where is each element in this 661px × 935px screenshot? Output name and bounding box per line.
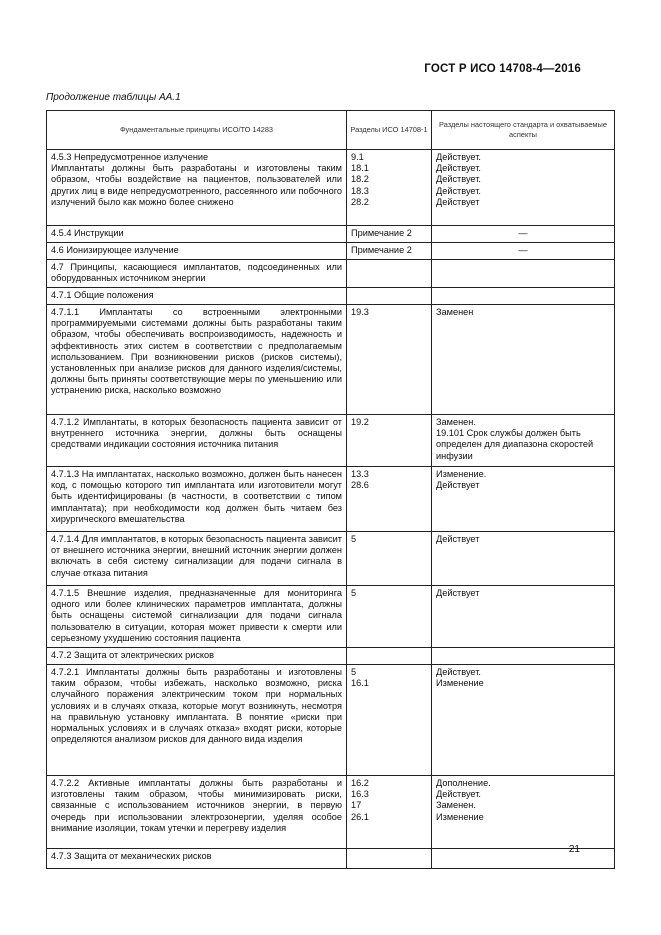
- table-row: [47, 586, 615, 648]
- sections-cell: Примечание 2: [347, 226, 432, 243]
- aspects-cell: —: [432, 226, 615, 243]
- principle-cell: 4.7.1 Общие положения: [47, 288, 347, 305]
- table-header-row: [47, 111, 615, 150]
- aspects-cell: Действует. Изменение: [432, 665, 615, 776]
- principle-cell: 4.7.2.1 Имплантаты должны быть разработаны и изготовлены таким образом, чтобы избежать, насколько возможно, риска случайного поражения электрическим током при нормальных условиях и в случаях отказа, которые могут возникнуть, несмотря на правильную установку имплантата. В понятие «риски при нормальных условиях и в случаях отказа» входят риски, которые определяются анализом рисков для данного вида изделия: [47, 665, 347, 776]
- table-body: [47, 150, 615, 869]
- header-aspects: Разделы настоящего стандарта и охватываемые аспекты: [432, 111, 615, 150]
- aspects-cell: Изменение. Действует: [432, 467, 615, 532]
- sections-cell: [347, 849, 432, 869]
- aspects-cell: Заменен: [432, 305, 615, 415]
- principle-cell: 4.7.1.4 Для имплантатов, в которых безопасность пациента зависит от внешнего источника энергии, внешний источник энергии должен включать в себя систему сигнализации для подачи сигнала в случае отказа питания: [47, 532, 347, 586]
- sections-cell: 19.2: [347, 415, 432, 467]
- table-row: [47, 305, 615, 415]
- principle-cell: 4.5.4 Инструкции: [47, 226, 347, 243]
- table-row: [47, 260, 615, 288]
- sections-cell: 5: [347, 532, 432, 586]
- aspects-cell: [432, 648, 615, 665]
- table-row: [47, 288, 615, 305]
- aspects-cell: Дополнение. Действует. Заменен. Изменение: [432, 776, 615, 849]
- page-number: 21: [568, 844, 580, 855]
- table-row: [47, 150, 615, 226]
- principle-cell: 4.7.2.2 Активные имплантаты должны быть разработаны и изготовлены таким образом, чтобы минимизировать риски, связанные с использованием источников энергии, в первую очередь при использовании электрозонергии, уделяя особое внимание изоляции, токам утечки и перегреву изделия: [47, 776, 347, 849]
- principle-cell: 4.5.3 Непредусмотренное излучение Имплантаты должны быть разработаны и изготовлены таким образом, чтобы воздействие на пациентов, пользователей или других лиц в виде непредусмотренного, рассеянного или побочного излучений было как можно более снижено: [47, 150, 347, 226]
- table-row: [47, 776, 615, 849]
- sections-cell: 9.1 18.1 18.2 18.3 28.2: [347, 150, 432, 226]
- sections-cell: [347, 288, 432, 305]
- sections-cell: 5: [347, 586, 432, 648]
- table-row: [47, 849, 615, 869]
- table-row: [47, 532, 615, 586]
- principle-cell: 4.6 Ионизирующее излучение: [47, 243, 347, 260]
- aspects-cell: Действует: [432, 586, 615, 648]
- aspects-cell: Действует. Действует. Действует. Действует. Действует: [432, 150, 615, 226]
- principle-cell: 4.7.1.5 Внешние изделия, предназначенные для мониторинга одного или более клинических параметров имплантата, должны быть оснащены системой сигнализации для подачи сигнала пользователю в ситуации, которая может привести к смерти или серьезному ухудшению состояния пациента: [47, 586, 347, 648]
- aspects-cell: —: [432, 243, 615, 260]
- document-header: ГОСТ Р ИСО 14708-4—2016: [424, 63, 581, 75]
- aspects-cell: [432, 849, 615, 869]
- table-row: [47, 243, 615, 260]
- aspects-cell: [432, 288, 615, 305]
- aspects-cell: Заменен. 19.101 Срок службы должен быть определен для диапазона скоростей инфузии: [432, 415, 615, 467]
- header-principles: Фундаментальные принципы ИСО/ТО 14283: [47, 111, 347, 150]
- principle-cell: 4.7.1.1 Имплантаты со встроенными электронными программируемыми системами должны быть разработаны таким образом, чтобы обеспечивать воспроизводимость, надежность и эффективность этих систем в соответствии с предполагаемым использованием. При возникновении рисков (рисков системы), установленных при анализе рисков для данного изделия/системы, должны быть приняты соответствующие меры по уменьшению или устранению риска, насколько возможно: [47, 305, 347, 415]
- aspects-cell: Действует: [432, 532, 615, 586]
- sections-cell: [347, 260, 432, 288]
- principle-cell: 4.7.2 Защита от электрических рисков: [47, 648, 347, 665]
- sections-cell: [347, 648, 432, 665]
- sections-cell: 16.2 16.3 17 26.1: [347, 776, 432, 849]
- principle-cell: 4.7 Принципы, касающиеся имплантатов, подсоединенных или оборудованных источником энергии: [47, 260, 347, 288]
- sections-cell: Примечание 2: [347, 243, 432, 260]
- correspondence-table: [46, 110, 615, 869]
- table-row: [47, 665, 615, 776]
- principle-cell: 4.7.1.2 Имплантаты, в которых безопасность пациента зависит от внутреннего источника энергии, должны быть оснащены средствами индикации состояния источника питания: [47, 415, 347, 467]
- table-row: [47, 415, 615, 467]
- sections-cell: 5 16.1: [347, 665, 432, 776]
- aspects-cell: [432, 260, 615, 288]
- table-caption: Продолжение таблицы АА.1: [46, 92, 181, 103]
- table-row: [47, 648, 615, 665]
- principle-cell: 4.7.1.3 На имплантатах, насколько возможно, должен быть нанесен код, с помощью которого тип имплантата или изготовители могут быть идентифицированы (в частности, в соответствии с типом имплантата); при необходимости код должен быть читаем без хирургического вмешательства: [47, 467, 347, 532]
- header-sections: Разделы ИСО 14708-1: [347, 111, 432, 150]
- table-row: [47, 226, 615, 243]
- table-row: [47, 467, 615, 532]
- sections-cell: 13.3 28.6: [347, 467, 432, 532]
- sections-cell: 19.3: [347, 305, 432, 415]
- principle-cell: 4.7.3 Защита от механических рисков: [47, 849, 347, 869]
